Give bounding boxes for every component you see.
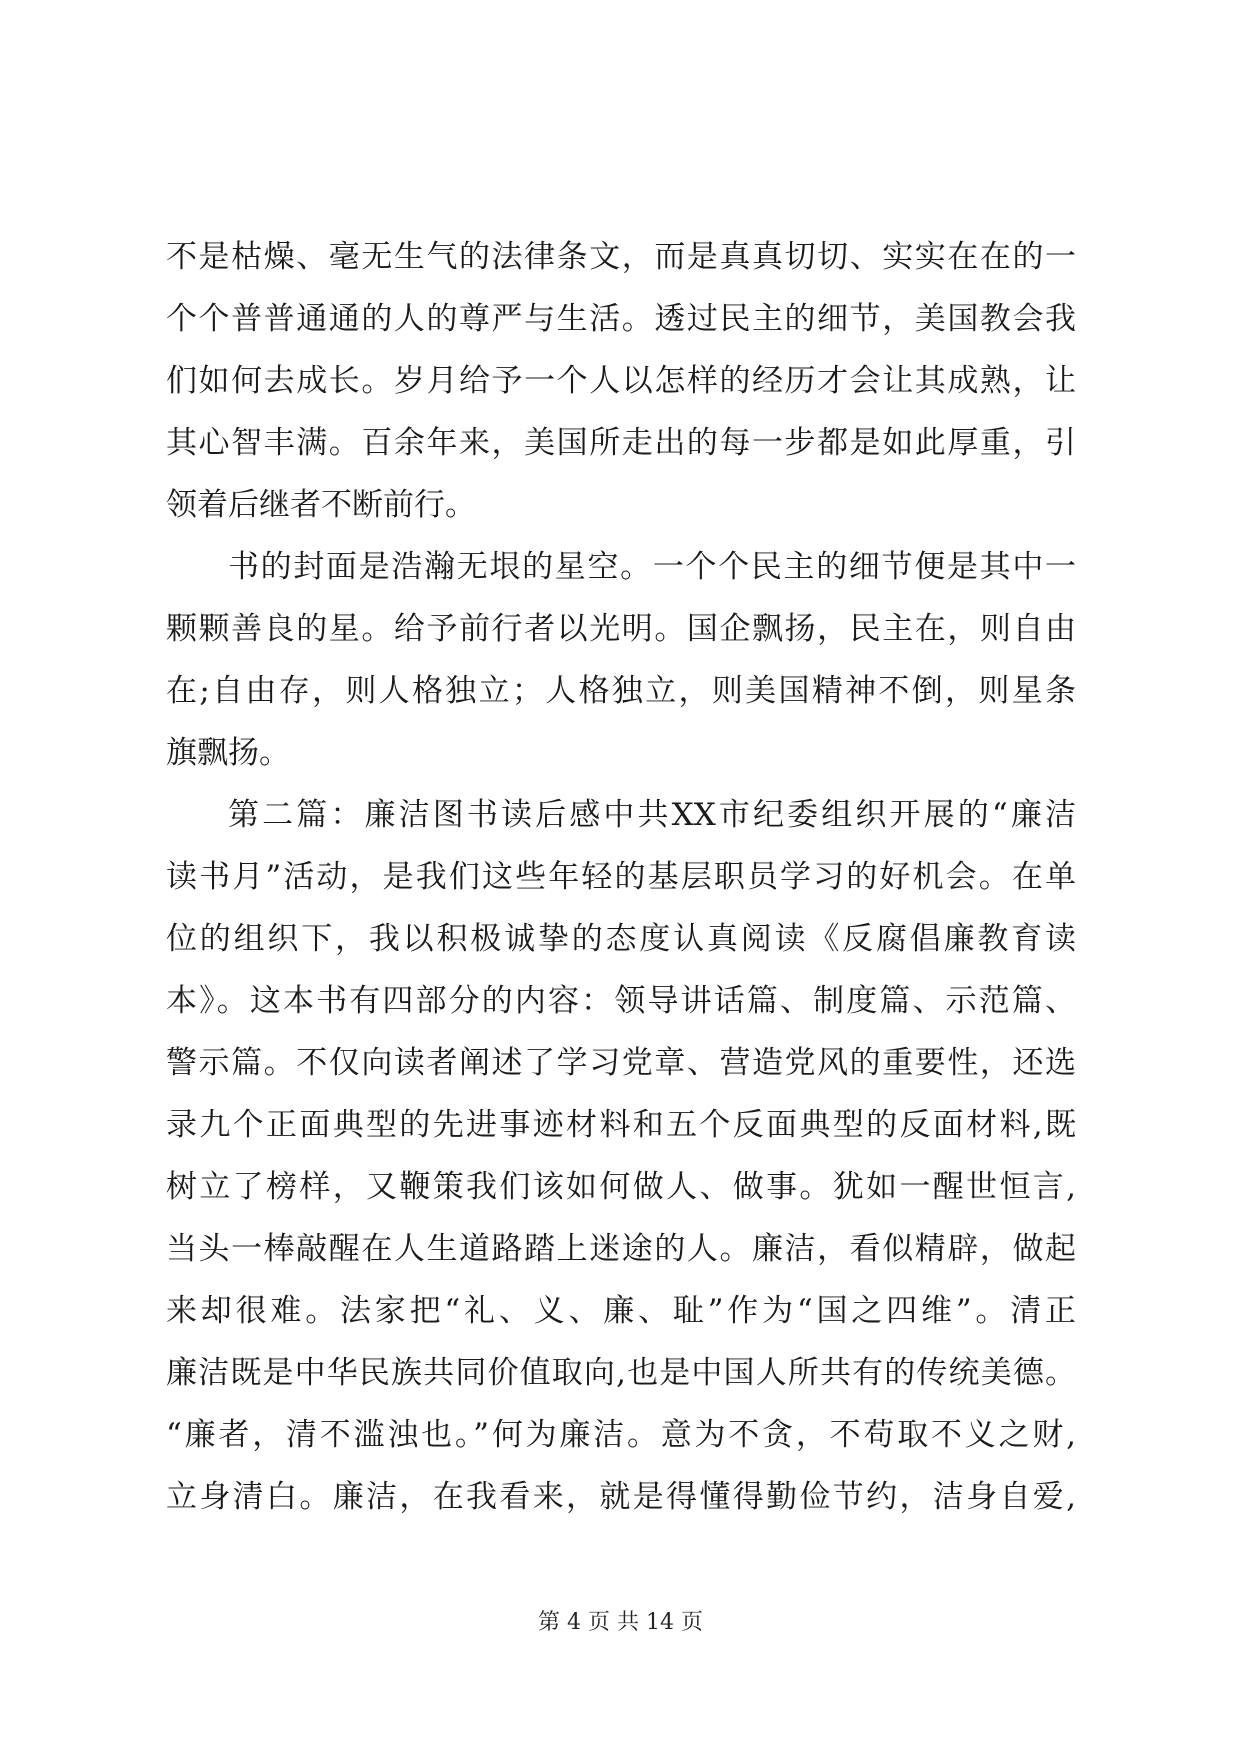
text-line: 读书月”活动，是我们这些年轻的基层职员学习的好机会。在单 xyxy=(166,859,1076,895)
text-line: 旗飘扬。 xyxy=(166,735,290,771)
text-line: 位的组织下，我以积极诚挚的态度认真阅读《反腐倡廉教育读 xyxy=(166,921,1076,957)
text-line: 警示篇。不仅向读者阐述了学习党章、营造党风的重要性，还选 xyxy=(166,1045,1076,1081)
text-line: 本》。这本书有四部分的内容：领导讲话篇、制度篇、示范篇、 xyxy=(166,983,1076,1019)
text-line: 其心智丰满。百余年来，美国所走出的每一步都是如此厚重，引 xyxy=(166,425,1076,461)
text-line: 立身清白。廉洁，在我看来，就是得懂得勤俭节约，洁身自爱, xyxy=(166,1479,1076,1515)
text-line: 们如何去成长。岁月给予一个人以怎样的经历才会让其成熟，让 xyxy=(166,363,1076,399)
text-line: 廉洁既是中华民族共同价值取向,也是中国人所共有的传统美德。 xyxy=(166,1355,1076,1391)
text-line: 书的封面是浩瀚无垠的星空。一个个民主的细节便是其中一 xyxy=(228,549,1076,585)
text-line: “廉者，清不滥浊也。”何为廉洁。意为不贪，不苟取不义之财, xyxy=(166,1417,1076,1453)
text-line: 颗颗善良的星。给予前行者以光明。国企飘扬，民主在，则自由 xyxy=(166,611,1076,647)
text-line: 个个普普通通的人的尊严与生活。透过民主的细节，美国教会我 xyxy=(166,301,1076,337)
document-body xyxy=(166,226,1076,1528)
text-line: 第二篇：廉洁图书读后感中共XX市纪委组织开展的“廉洁 xyxy=(228,797,1076,833)
text-line: 在;自由存，则人格独立；人格独立，则美国精神不倒，则星条 xyxy=(166,673,1076,709)
text-line: 当头一棒敲醒在人生道路踏上迷途的人。廉洁，看似精辟，做起 xyxy=(166,1231,1076,1267)
text-line: 来却很难。法家把“礼、义、廉、耻”作为“国之四维”。清正 xyxy=(166,1293,1076,1329)
text-line: 录九个正面典型的先进事迹材料和五个反面典型的反面材料,既 xyxy=(166,1107,1076,1143)
text-line: 树立了榜样，又鞭策我们该如何做人、做事。犹如一醒世恒言, xyxy=(166,1169,1076,1205)
page-footer: 第 4 页 共 14 页 xyxy=(538,1610,703,1635)
text-line: 不是枯燥、毫无生气的法律条文，而是真真切切、实实在在的一 xyxy=(166,239,1076,275)
text-line: 领着后继者不断前行。 xyxy=(166,487,476,523)
